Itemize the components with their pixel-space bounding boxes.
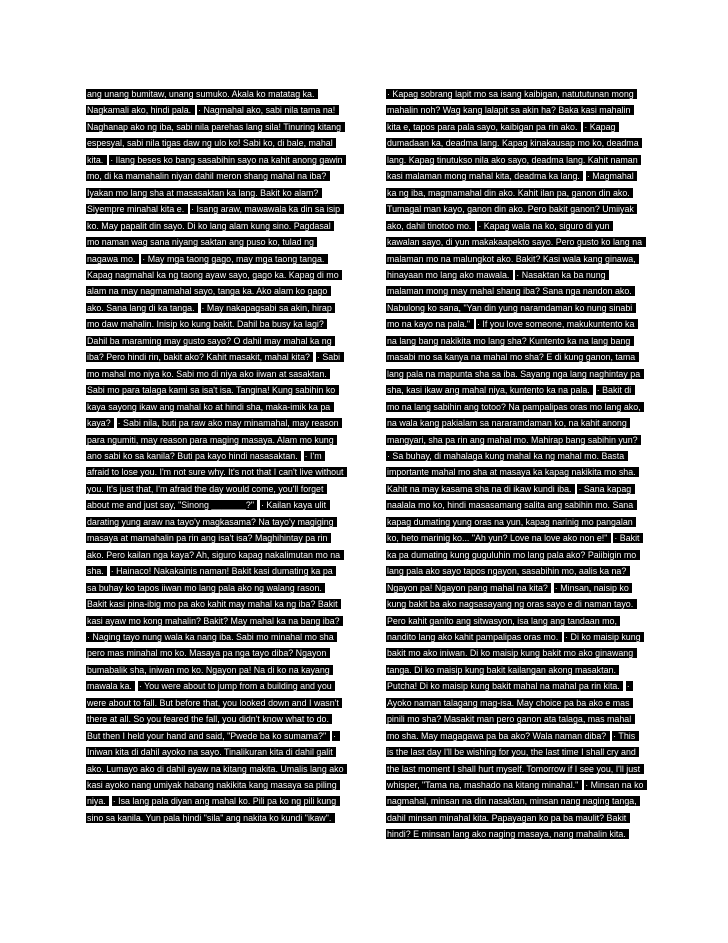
paragraph: · Minsan na ko nagmahal, minsan na din nasaktan, minsan nang naging tanga, dahil minsan minahal kita. Papayagan ko pa ba maulit? Bakit hindi? E minsan lang ako naging masaya, nang mahalin kita. xyxy=(387,780,646,840)
paragraph: ang unang bumitaw, unang sumuko. Akala ko matatag ka. Nagkamali ako, hindi pala. xyxy=(87,89,317,116)
paragraph: · Kapag dumadaan ka, deadma lang. Kapag kinakausap mo ko, deadma lang. Kapag tinutukso nila ako sayo, deadma lang. Kahit naman kasi malaman mong mahal kita, deadma ka lang. xyxy=(387,121,642,182)
paragraph: · Magmahal ka ng iba, magmamahal din ako. Kahit ilan pa, ganon din ako. Tumagal man kayo, ganon din ako. Pero bakit ganon? Umiiyak ako, dahil tinotoo mo. xyxy=(387,171,637,231)
paragraph: · May mga taong gago, may mga taong tanga. Kapag nagmahal ka ng taong ayaw sayo, gago ka. Kapag di mo alam na may nagmamahal sayo, tanga ka. Ako alam ko gago ako. Sana lang di ka tanga. xyxy=(87,253,342,313)
paragraph: · Iniwan kita di dahil ayoko na sayo. Tinalikuran kita di dahil galit ako. Lumayo ako di dahil ayaw na kitang makita. Umalis lang ako kasi ayoko nang umiyak habang nakikita kang masaya sa piling niya. xyxy=(87,730,346,807)
paragraph: · Naging tayo nung wala ka nang iba. Sabi mo minahal mo sha pero mas minahal mo ko. Masaya pa nga tayo diba? Ngayon bumabalik sha, iniwan mo ko. Ngayon pa! Na di ko na kayang mawala ka. xyxy=(87,631,337,692)
right-column xyxy=(386,86,644,843)
paragraph: · Ayoko naman talagang mag-isa. May choice pa ba ako e mas pinili mo sha? Masakit man pero ganon ata talaga, mas mahal mo sha. May magagawa pa ba ako? Wala naman diba? xyxy=(387,681,634,741)
paragraph: · May nakapagsabi sa akin, hirap mo daw mahalin. Inisip ko kung bakit. Dahil ba busy ka lagi? Dahil ba maraming may gusto sayo? O dahil may mahal ka ng iba? Pero hindi rin, bakit ako? Kahit masakit, mahal kita? xyxy=(87,302,335,363)
paragraph: · Sa buhay, di mahalaga kung mahal ka ng mahal mo. Basta importante mahal mo sha at masaya ka kapag nakikita mo sha. Kahit na may kasama sha na di ikaw kundi iba. xyxy=(387,450,639,494)
paragraph: · Kailan kaya ulit darating yung araw na tayo'y magkasama? Na tayo'y magiging masaya at mamahalin pa rin ang isa't isa? Maghihintay pa rin ako. Pero kailan nga kaya? Ah, siguro kapag nakalimutan mo na sha. xyxy=(87,500,343,577)
left-column xyxy=(86,86,344,826)
paragraph: · Nagmahal ako, sabi nila tama na! Naghanap ako ng iba, sabi nila parehas lang sila! Tinuring kitang espesyal, sabi nila tigas daw ng ulo ko! Sabi ko, di bale, mahal kita. xyxy=(87,105,344,165)
paragraph: · Hainaco! Nakakainis naman! Bakit kasi dumating ka pa sa buhay ko tapos iiwan mo lang pala ako ng walang rason. Bakit kasi pina-ibig mo pa ako kahit may mahal ka ng iba? Bakit kasi ayaw mo kong mahalin? Bakit? May mahal ka na bang iba? xyxy=(87,566,343,626)
paragraph: · I'm afraid to lose you. I'm not sure why. It's not that I can't live without you. It's just that, I'm afraid the day would come, you'll forget about me and just say, "Sinong _______?" xyxy=(87,450,346,511)
paragraph: · Kapag wala na ko, siguro di yun kawalan sayo, di yun makakaapekto sayo. Pero gusto ko lang na malaman mo na malungkot ako. Bakit? Kasi wala kang ginawa, hinayaan mo lang ako mawala. xyxy=(387,220,645,280)
paragraph: · Sabi mo mahal mo niya ko. Sabi mo di niya ako iiwan at sasaktan. Sabi mo para talaga kami sa isa't isa. Tangina! Kung sabihin ko kaya sayong ikaw ang mahal ko at hindi sha, maka-imik ka pa kaya? xyxy=(87,352,343,429)
paragraph: · Minsan, naisip ko kung bakit ba ako nagsasayang ng oras sayo e di naman tayo. Pero kahit ganito ang sitwasyon, isa lang ang tandaan mo, nandito lang ako kahit pampalipas oras mo. xyxy=(387,582,636,642)
paragraph: · Kapag sobrang lapit mo sa isang kaibigan, natututunan mong mahalin noh? Wag kang lalapit sa akin ha? Baka kasi mahalin kita e, tapos para pala sayo, kaibigan pa rin ako. xyxy=(387,89,637,132)
paragraph: · Isa lang pala diyan ang mahal ko. Pili pa ko ng pili kung sino sa kanila. Yun pala hindi "sila" ang nakita ko kundi "ikaw". xyxy=(87,796,339,823)
paragraph: · Nasaktan ka ba nung malaman mong may mahal shang iba? Sana nga nandon ako. Nabulong ko sana, "Yan din yung naramdaman ko nung sinabi mo na kayo na pala." xyxy=(387,269,635,330)
paragraph: · This is the last day I'll be wishing for you, the last time I shall cry and the last moment I shall hurt myself. Tomorrow if I see you, I'll just whisper, "Tama na, mashado na kitang minahal." xyxy=(387,730,643,791)
paragraph: · If you love someone, makukuntento ka na lang bang nakikita mo lang sha? Kuntento ka na lang bang masabi mo sa kanya na mahal mo sha? E di kung ganon, tama lang pala na mapunta sha sa iba. Sayang nga lang naghintay pa sha, kasi ikaw ang mahal niya, kuntento ka na pala. xyxy=(387,319,643,396)
paragraph: · Bakit di mo na lang sabihin ang totoo? Na pampalipas oras mo lang ako, na wala kang pakialam sa nararamdaman ko, na kahit anong mangyari, sha pa rin ang mahal mo. Mahirap bang sabihin yun? xyxy=(387,385,644,445)
paragraph: · Di ko maisip kung bakit mo ako iniwan. Di ko maisip kung bakit mo ako ginawang tanga. Di ko maisip kung bakit kailangan akong masaktan. Putcha! Di ko maisip kung bakit mahal na mahal pa rin kita. xyxy=(387,631,644,692)
paragraph: · Bakit ka pa dumating kung guguluhin mo lang pala ako? Paiibigin mo lang pala ako sayo tapos ngayon, sasabihin mo, aalis ka na? Ngayon pa! Ngayon pang mahal na kita? xyxy=(387,533,642,593)
paragraph: · Ilang beses ko bang sasabihin sayo na kahit anong gawin mo, di ka mamahalin niyan dahil meron shang mahal na iba? Iyakan mo lang sha at masasaktan ka lang. Bakit ko alam? Siyempre minahal kita e. xyxy=(87,154,346,215)
paragraph: · Isang araw, mawawala ka din sa isip ko. May papalit din sayo. Di ko lang alam kung sino. Pagdasal mo naman wag sana niyang saktan ang puso ko, tulad ng nagawa mo. xyxy=(87,204,343,264)
paragraph: · Sana kapag naalala mo ko, hindi masasamang salita ang sabihin mo. Sana kapag dumating yung oras na yun, kapag narinig mo pangalan ko, heto marinig ko... "Ah yun? Love na love ako non e!" xyxy=(387,483,636,544)
paragraph: · You were about to jump from a building and you were about to fall. But before that, you looked down and I wasn't there at all. So you feared the fall, you didn't know what to do. But then I held your hand and said, "Pwede ba ko sumama?" xyxy=(87,681,342,741)
paragraph: · Sabi nila, buti pa raw ako may minamahal, may reason para ngumiti, may reason para maging masaya. Alam mo kung ano sabi ko sa kanila? Buti pa kayo hindi nasasaktan. xyxy=(87,418,342,461)
